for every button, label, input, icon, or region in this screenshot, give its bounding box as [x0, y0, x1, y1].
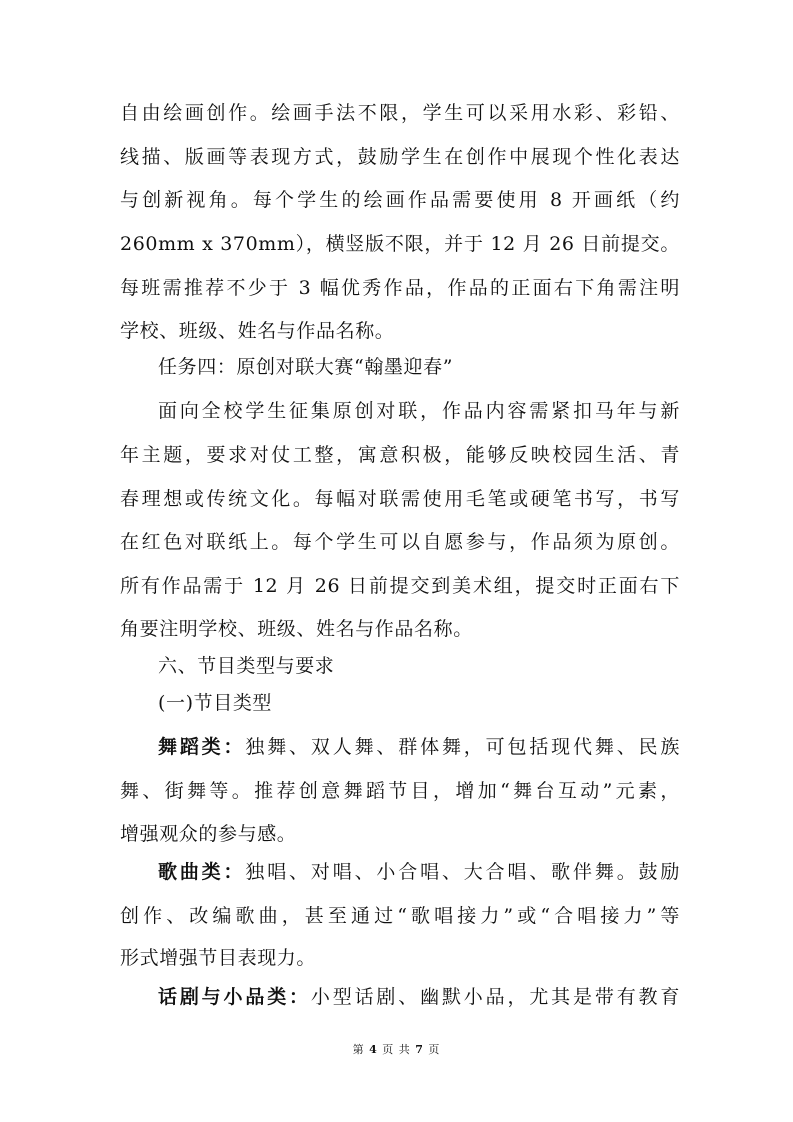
paragraph-line	[158, 860, 680, 884]
paragraph-line: 学校、班级、姓名与作品名称。	[120, 320, 395, 342]
section-heading: 六、节目类型与要求	[158, 655, 335, 677]
paragraph-line: 春理想或传统文化。每幅对联需使用毛笔或硬笔书写，书写	[120, 488, 680, 510]
paragraph-line: 每班需推荐不少于 3 幅优秀作品，作品的正面右下角需注明	[120, 277, 680, 299]
paragraph-line: 角要注明学校、班级、姓名与作品名称。	[120, 618, 473, 640]
category-label: 舞蹈类：	[158, 736, 246, 758]
paragraph-line	[158, 985, 680, 1009]
paragraph-line: 在红色对联纸上。每个学生可以自愿参与，作品须为原创。	[120, 531, 680, 553]
footer-middle: 页 共	[377, 1043, 416, 1056]
task-heading: 任务四：原创对联大赛“翰墨迎春”	[158, 356, 454, 378]
paragraph-line: 创作、改编歌曲，甚至通过“歌唱接力”或“合唱接力”等	[120, 905, 680, 927]
paragraph-line: 舞、街舞等。推荐创意舞蹈节目，增加“舞台互动”元素，	[120, 780, 680, 802]
category-label: 歌曲类：	[158, 861, 246, 883]
page-footer	[0, 1043, 793, 1057]
paragraph-line: 面向全校学生征集原创对联，作品内容需紧扣马年与新	[158, 400, 680, 422]
paragraph-line: 增强观众的参与感。	[120, 823, 297, 845]
footer-prefix: 第	[352, 1043, 370, 1056]
section-subheading: (一)节目类型	[158, 692, 273, 714]
paragraph-line: 形式增强节目表现力。	[120, 947, 317, 969]
category-text: 独舞、双人舞、群体舞，可包括现代舞、民族	[245, 736, 680, 758]
footer-suffix: 页	[423, 1043, 441, 1056]
paragraph-line: 线描、版画等表现方式，鼓励学生在创作中展现个性化表达	[120, 146, 680, 168]
paragraph-line: 260mm x 370mm），横竖版不限，并于 12 月 26 日前提交。	[120, 233, 680, 255]
paragraph-line	[158, 735, 680, 759]
current-page-number: 4	[369, 1043, 378, 1056]
total-page-number: 7	[415, 1043, 424, 1056]
paragraph-line: 与创新视角。每个学生的绘画作品需要使用 8 开画纸（约	[120, 189, 680, 211]
category-text: 小型话剧、幽默小品，尤其是带有教育	[310, 986, 680, 1008]
paragraph-line: 所有作品需于 12 月 26 日前提交到美术组，提交时正面右下	[120, 575, 680, 597]
category-text: 独唱、对唱、小合唱、大合唱、歌伴舞。鼓励	[245, 861, 680, 883]
paragraph-line: 年主题，要求对仗工整，寓意积极，能够反映校园生活、青	[120, 444, 680, 466]
paragraph-line: 自由绘画创作。绘画手法不限，学生可以采用水彩、彩铅、	[120, 102, 680, 124]
category-label: 话剧与小品类：	[158, 986, 311, 1008]
